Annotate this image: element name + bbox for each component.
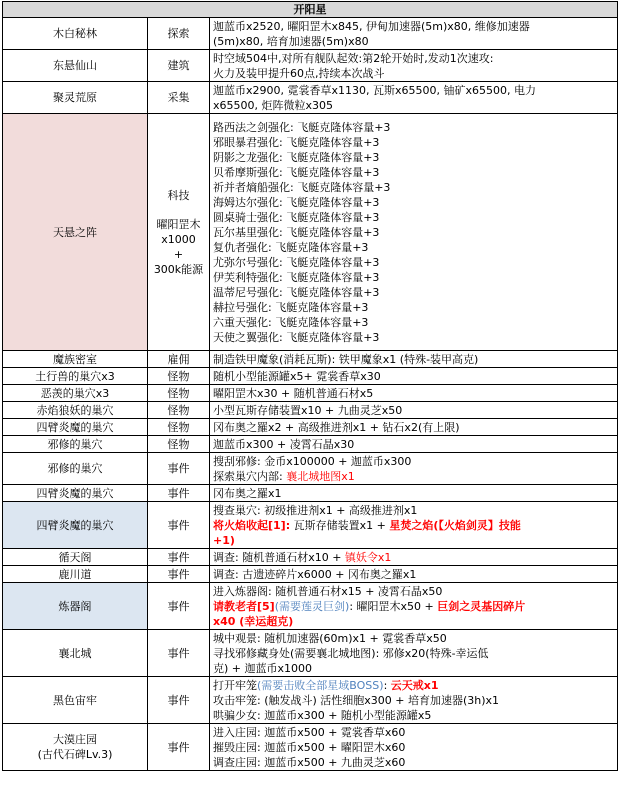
table-row	[3, 368, 618, 385]
location-cell: 襄北城	[3, 630, 148, 677]
type-cell: 探索	[148, 18, 210, 50]
location-cell: 大漠庄园 (古代石碑Lv.3)	[3, 724, 148, 771]
table-row	[3, 583, 618, 630]
reward-cell: 曜阳罡木x30 + 随机普通石材x5	[210, 385, 618, 402]
type-cell: 事件	[148, 549, 210, 566]
table-row	[3, 402, 618, 419]
reward-cell: 随机小型能源罐x5+ 霓裳香草x30	[210, 368, 618, 385]
reward-cell: 搜刮邪修: 金币x100000 + 迦蓝币x300 探索巢穴内部: 襄北城地图x1	[210, 453, 618, 485]
location-cell: 黑色宙牢	[3, 677, 148, 724]
location-cell: 聚灵荒原	[3, 82, 148, 114]
table-row	[3, 385, 618, 402]
location-cell: 鹿川道	[3, 566, 148, 583]
type-cell: 事件	[148, 724, 210, 771]
location-cell: 赤焰狼妖的巢穴	[3, 402, 148, 419]
type-cell: 科技 曜阳罡木 x1000 + 300k能源	[148, 114, 210, 351]
table-row	[3, 436, 618, 453]
reward-cell: 进入庄园: 迦蓝币x500 + 霓裳香草x60 摧毁庄园: 迦蓝币x500 + 曜阳罡木x60 调查庄园: 迦蓝币x500 + 九曲灵芝x60	[210, 724, 618, 771]
location-cell: 邪修的巢穴	[3, 453, 148, 485]
table-row	[3, 82, 618, 114]
reward-cell: 冈布奥之羅x2 + 高级推进剂x1 + 钻石x2(有上限)	[210, 419, 618, 436]
type-cell: 怪物	[148, 402, 210, 419]
data-table	[2, 1, 618, 771]
type-cell: 怪物	[148, 368, 210, 385]
table-row	[3, 50, 618, 82]
location-cell: 四臂炎魔的巢穴	[3, 502, 148, 549]
type-cell: 建筑	[148, 50, 210, 82]
table-row	[3, 566, 618, 583]
type-cell: 事件	[148, 566, 210, 583]
location-cell: 循天阁	[3, 549, 148, 566]
table-row	[3, 677, 618, 724]
type-cell: 事件	[148, 453, 210, 485]
location-cell: 土行兽的巢穴x3	[3, 368, 148, 385]
reward-cell: 搜查巢穴: 初级推进剂x1 + 高级推进剂x1 将火焰收起[1]: 瓦斯存储装置x1 + 星焚之焰(【火焰剑灵】技能 +1)	[210, 502, 618, 549]
type-cell: 怪物	[148, 436, 210, 453]
reward-cell: 迦蓝币x300 + 凌霄石晶x30	[210, 436, 618, 453]
type-cell: 怪物	[148, 419, 210, 436]
location-cell: 恶羡的巢穴x3	[3, 385, 148, 402]
location-cell: 四臂炎魔的巢穴	[3, 419, 148, 436]
location-cell: 天悬之阵	[3, 114, 148, 351]
location-cell: 木白秘林	[3, 18, 148, 50]
type-cell: 事件	[148, 677, 210, 724]
table-row	[3, 351, 618, 368]
reward-cell: 城中观景: 随机加速器(60m)x1 + 霓裳香草x50 寻找邪修藏身处(需要襄北城地图): 邪修x20(特殊-幸运低 克) + 迦蓝币x1000	[210, 630, 618, 677]
reward-cell: 制造铁甲魔象(消耗瓦斯): 铁甲魔象x1 (特殊-装甲高克)	[210, 351, 618, 368]
location-cell: 魔族密室	[3, 351, 148, 368]
location-cell: 四臂炎魔的巢穴	[3, 485, 148, 502]
table-row	[3, 485, 618, 502]
reward-cell: 迦蓝币x2520, 曜阳罡木x845, 伊甸加速器(5m)x80, 维修加速器 (5m)x80, 培育加速器(5m)x80	[210, 18, 618, 50]
location-cell: 东悬仙山	[3, 50, 148, 82]
reward-cell: 打开牢笼(需要击败全部星域BOSS): 云天戒x1 攻击牢笼: (触发战斗) 活性细胞x300 + 培育加速器(3h)x1 哄骗少女: 迦蓝币x300 + 随机小型能源罐x5	[210, 677, 618, 724]
type-cell: 怪物	[148, 385, 210, 402]
title-row	[3, 2, 618, 18]
reward-cell: 冈布奥之羅x1	[210, 485, 618, 502]
table-row	[3, 114, 618, 351]
reward-cell: 调查: 古遗迹碎片x6000 + 冈布奥之羅x1	[210, 566, 618, 583]
table-row	[3, 549, 618, 566]
type-cell: 事件	[148, 485, 210, 502]
reward-cell: 时空域504中,对所有舰队起效:第2轮开始时,发动1次速攻: 火力及装甲提升60点,持续本次战斗	[210, 50, 618, 82]
reward-cell: 调查: 随机普通石材x10 + 镇妖令x1	[210, 549, 618, 566]
type-cell: 事件	[148, 583, 210, 630]
table-row	[3, 453, 618, 485]
table-row	[3, 724, 618, 771]
table-row	[3, 419, 618, 436]
type-cell: 事件	[148, 630, 210, 677]
table-row	[3, 502, 618, 549]
table-row	[3, 630, 618, 677]
table-row	[3, 18, 618, 50]
reward-cell: 进入炼器阁: 随机普通石材x15 + 凌霄石晶x50 请教老者[5](需要莲灵巨剑): 曜阳罡木x50 + 巨剑之灵基因碎片 x40 (幸运超克)	[210, 583, 618, 630]
type-cell: 雇佣	[148, 351, 210, 368]
reward-cell: 小型瓦斯存储装置x10 + 九曲灵芝x50	[210, 402, 618, 419]
type-cell: 采集	[148, 82, 210, 114]
location-cell: 炼器阁	[3, 583, 148, 630]
location-cell: 邪修的巢穴	[3, 436, 148, 453]
reward-cell: 路西法之剑强化: 飞艇克隆体容量+3 邪眼暴君强化: 飞艇克隆体容量+3 阴影之龙强化: 飞艇克隆体容量+3 贝希摩斯强化: 飞艇克隆体容量+3 祈并者熵船强化: 飞艇克隆体容量+3 海姆达尔强化: 飞艇克隆体容量+3 圆桌骑士强化: 飞艇克隆体容量+3 瓦尔基里强化: 飞艇克隆体容量+3 复仇者强化: 飞艇克隆体容量+3 尤弥尔号强化: 飞艇克隆体容量+3 伊芙利特强化: 飞艇克隆体容量+3 温蒂尼号强化: 飞艇克隆体容量+3 赫拉号强化: 飞艇克隆体容量+3 六重天强化: 飞艇克隆体容量+3 天使之翼强化: 飞艇克隆体容量+3	[210, 114, 618, 351]
type-cell: 事件	[148, 502, 210, 549]
reward-cell: 迦蓝币x2900, 霓裳香草x1130, 瓦斯x65500, 铀矿x65500, 电力 x65500, 炬阵微粒x305	[210, 82, 618, 114]
table-title: 开阳星	[3, 2, 618, 18]
